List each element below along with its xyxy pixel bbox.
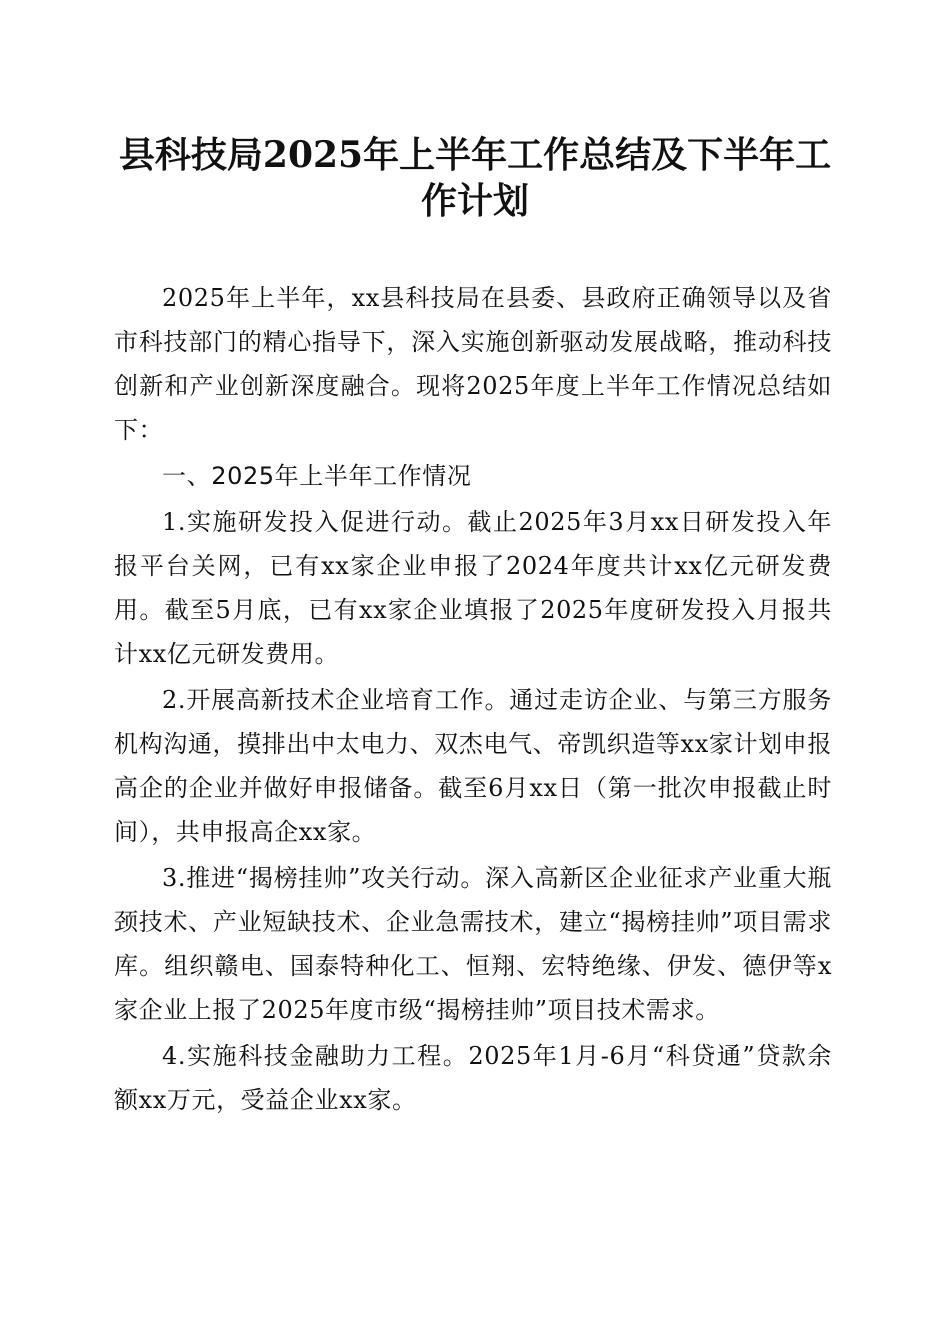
intro-paragraph: 2025年上半年，xx县科技局在县委、县政府正确领导以及省市科技部门的精心指导下，深入实施创新驱动发展战略，推动科技创新和产业创新深度融合。现将2025年度上半年工作情况总结如下： bbox=[114, 284, 832, 444]
work-item-2: 2.开展高新技术企业培育工作。通过走访企业、与第三方服务机构沟通，摸排出中太电力、双杰电气、帝凯织造等xx家计划申报高企的企业并做好申报储备。截至6月xx日（第一批次申报截止时间），共申报高企xx家。 bbox=[114, 686, 832, 846]
document-body bbox=[114, 276, 832, 1124]
work-item-3: 3.推进“揭榜挂帅”攻关行动。深入高新区企业征求产业重大瓶颈技术、产业短缺技术、企业急需技术，建立“揭榜挂帅”项目需求库。组织赣电、国泰特种化工、恒翔、宏特绝缘、伊发、德伊等x家企业上报了2025年度市级“揭榜挂帅”项目技术需求。 bbox=[114, 864, 832, 1024]
section-heading: 一、2025年上半年工作情况 bbox=[162, 462, 472, 490]
work-item-1: 1.实施研发投入促进行动。截止2025年3月xx日研发投入年报平台关网，已有xx家企业申报了2024年度共计xx亿元研发费用。截至5月底，已有xx家企业填报了2025年度研发投入月报共计xx亿元研发费用。 bbox=[114, 508, 832, 668]
document-title: 县科技局2025年上半年工作总结及下半年工作计划 bbox=[118, 134, 832, 222]
work-item-4: 4.实施科技金融助力工程。2025年1月-6月“科贷通”贷款余额xx万元，受益企业xx家。 bbox=[114, 1042, 832, 1114]
